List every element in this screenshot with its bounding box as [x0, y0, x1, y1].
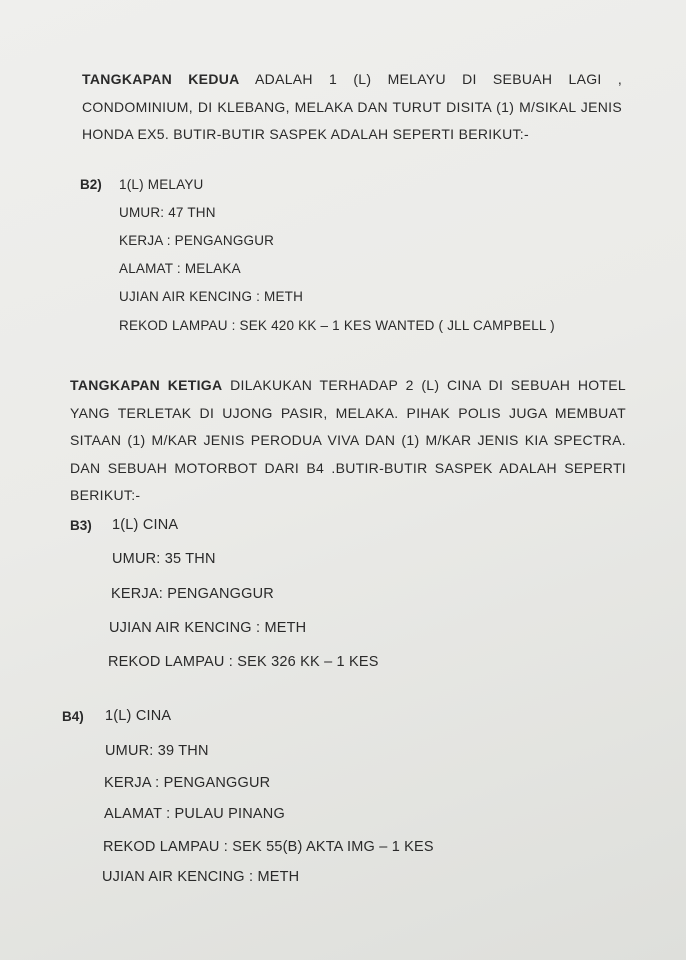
- suspect-record: REKOD LAMPAU : SEK 326 KK – 1 KES: [108, 654, 379, 670]
- suspect-urine-test: UJIAN AIR KENCING : METH: [119, 289, 304, 304]
- suspect-urine-test: UJIAN AIR KENCING : METH: [102, 869, 300, 885]
- paragraph-text: DILAKUKAN TERHADAP 2 (L) CINA DI SEBUAH HOTEL YANG TERLETAK DI UJONG PASIR, MELAKA. PIHAK POLIS JUGA MEMBUAT SITAAN (1) M/KAR JENIS PERODUA VIVA DAN (1) M/KAR JENIS KIA SPECTRA. DAN SEBUAH MOTORBOT DARI B4 .BUTIR-BUTIR SASPEK ADALAH SEPERTI BERIKUT:-: [70, 377, 626, 503]
- suspect-job: KERJA : PENGANGGUR: [104, 775, 271, 791]
- suspect-code: B2): [80, 177, 102, 192]
- paragraph-tangkapan-ketiga: [70, 372, 626, 510]
- paragraph-lead: TANGKAPAN KETIGA: [70, 377, 223, 393]
- suspect-job: KERJA : PENGANGGUR: [119, 233, 275, 248]
- paragraph-tangkapan-kedua: [82, 66, 622, 149]
- suspect-age: UMUR: 39 THN: [105, 743, 209, 759]
- suspect-title: 1(L) CINA: [105, 708, 172, 724]
- suspect-address: ALAMAT : MELAKA: [119, 261, 241, 276]
- suspect-code: B4): [62, 709, 84, 724]
- suspect-address: ALAMAT : PULAU PINANG: [104, 806, 285, 822]
- suspect-urine-test: UJIAN AIR KENCING : METH: [109, 620, 307, 636]
- suspect-record: REKOD LAMPAU : SEK 420 KK – 1 KES WANTED ( JLL CAMPBELL ): [119, 318, 555, 333]
- suspect-title: 1(L) MELAYU: [119, 177, 204, 192]
- suspect-title: 1(L) CINA: [112, 517, 179, 533]
- suspect-job: KERJA: PENGANGGUR: [111, 586, 274, 602]
- paragraph-lead: TANGKAPAN KEDUA: [82, 71, 240, 87]
- paragraph-text: ADALAH 1 (L) MELAYU DI SEBUAH LAGI , CONDOMINIUM, DI KLEBANG, MELAKA DAN TURUT DISITA (1) M/SIKAL JENIS HONDA EX5. BUTIR-BUTIR SASPEK ADALAH SEPERTI BERIKUT:-: [82, 71, 623, 142]
- suspect-age: UMUR: 35 THN: [112, 551, 216, 567]
- suspect-age: UMUR: 47 THN: [119, 205, 216, 220]
- suspect-record: REKOD LAMPAU : SEK 55(B) AKTA IMG – 1 KES: [103, 839, 434, 855]
- suspect-code: B3): [70, 518, 92, 533]
